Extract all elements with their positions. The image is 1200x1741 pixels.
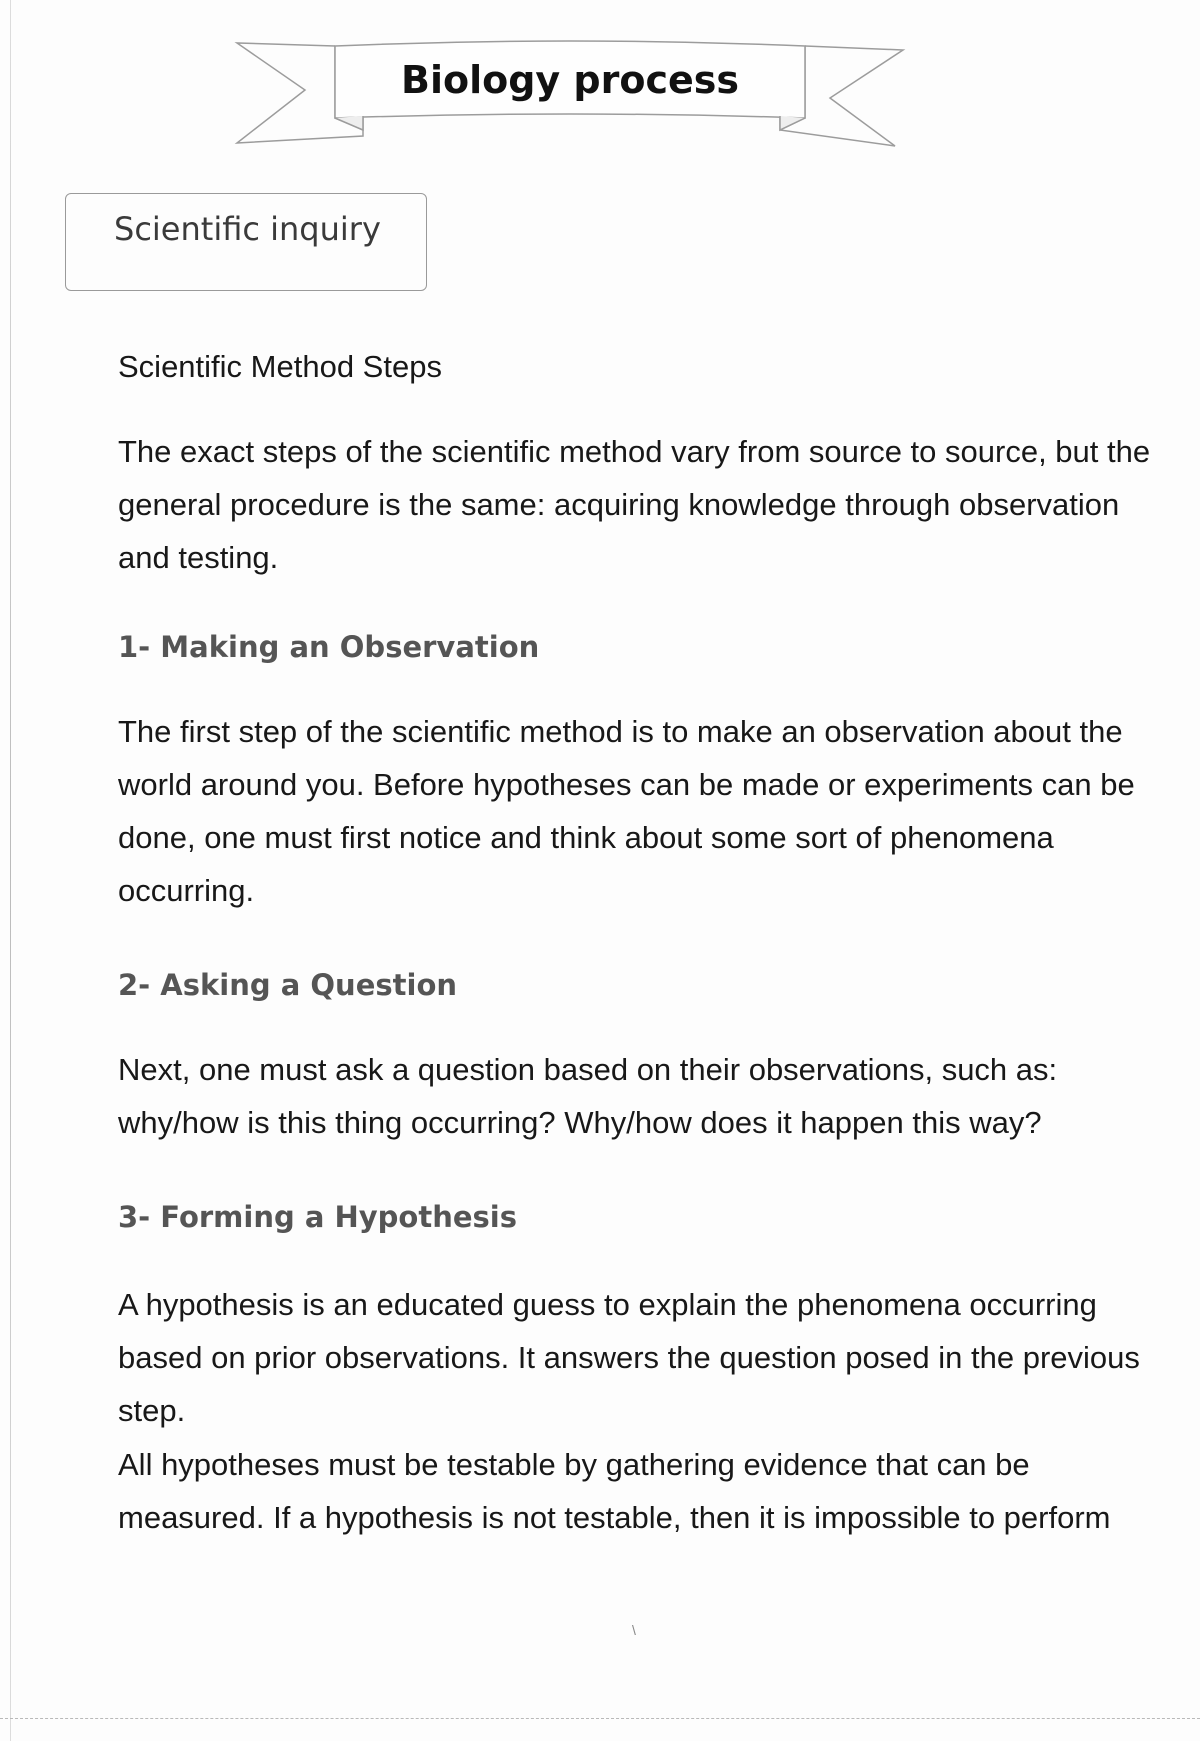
step-3-body-continued: All hypotheses must be testable by gathering evidence that can be measured. If a hypothesis is not testable, then it is impossible to perform	[118, 1447, 1111, 1535]
page-bottom-edge	[0, 1718, 1200, 1720]
step-2-body: Next, one must ask a question based on their observations, such as: why/how is this thing occurring? Why/how does it happen this way?	[118, 1052, 1058, 1140]
subtitle: Scientific Method Steps	[118, 349, 442, 384]
section-label: Scientific inquiry	[114, 210, 381, 248]
intro-paragraph: The exact steps of the scientific method vary from source to source, but the general procedure is the same: acquiring knowledge through observation and testing.	[118, 434, 1151, 575]
step-1-body: The first step of the scientific method is to make an observation about the world around you. Before hypotheses can be made or experiments can be done, one must first notice and think about some sort of phenomena occurring.	[118, 714, 1135, 908]
step-2-heading: 2- Asking a Question	[118, 968, 458, 1002]
step-3-heading: 3- Forming a Hypothesis	[118, 1200, 517, 1234]
scan-mark: \	[632, 1622, 636, 1638]
page-left-edge	[10, 0, 11, 1741]
step-1-heading: 1- Making an Observation	[118, 630, 540, 664]
page-title: Biology process	[400, 58, 739, 102]
title-banner	[225, 18, 915, 153]
step-3-body: A hypothesis is an educated guess to explain the phenomena occurring based on prior observations. It answers the question posed in the previous step.	[118, 1287, 1140, 1428]
